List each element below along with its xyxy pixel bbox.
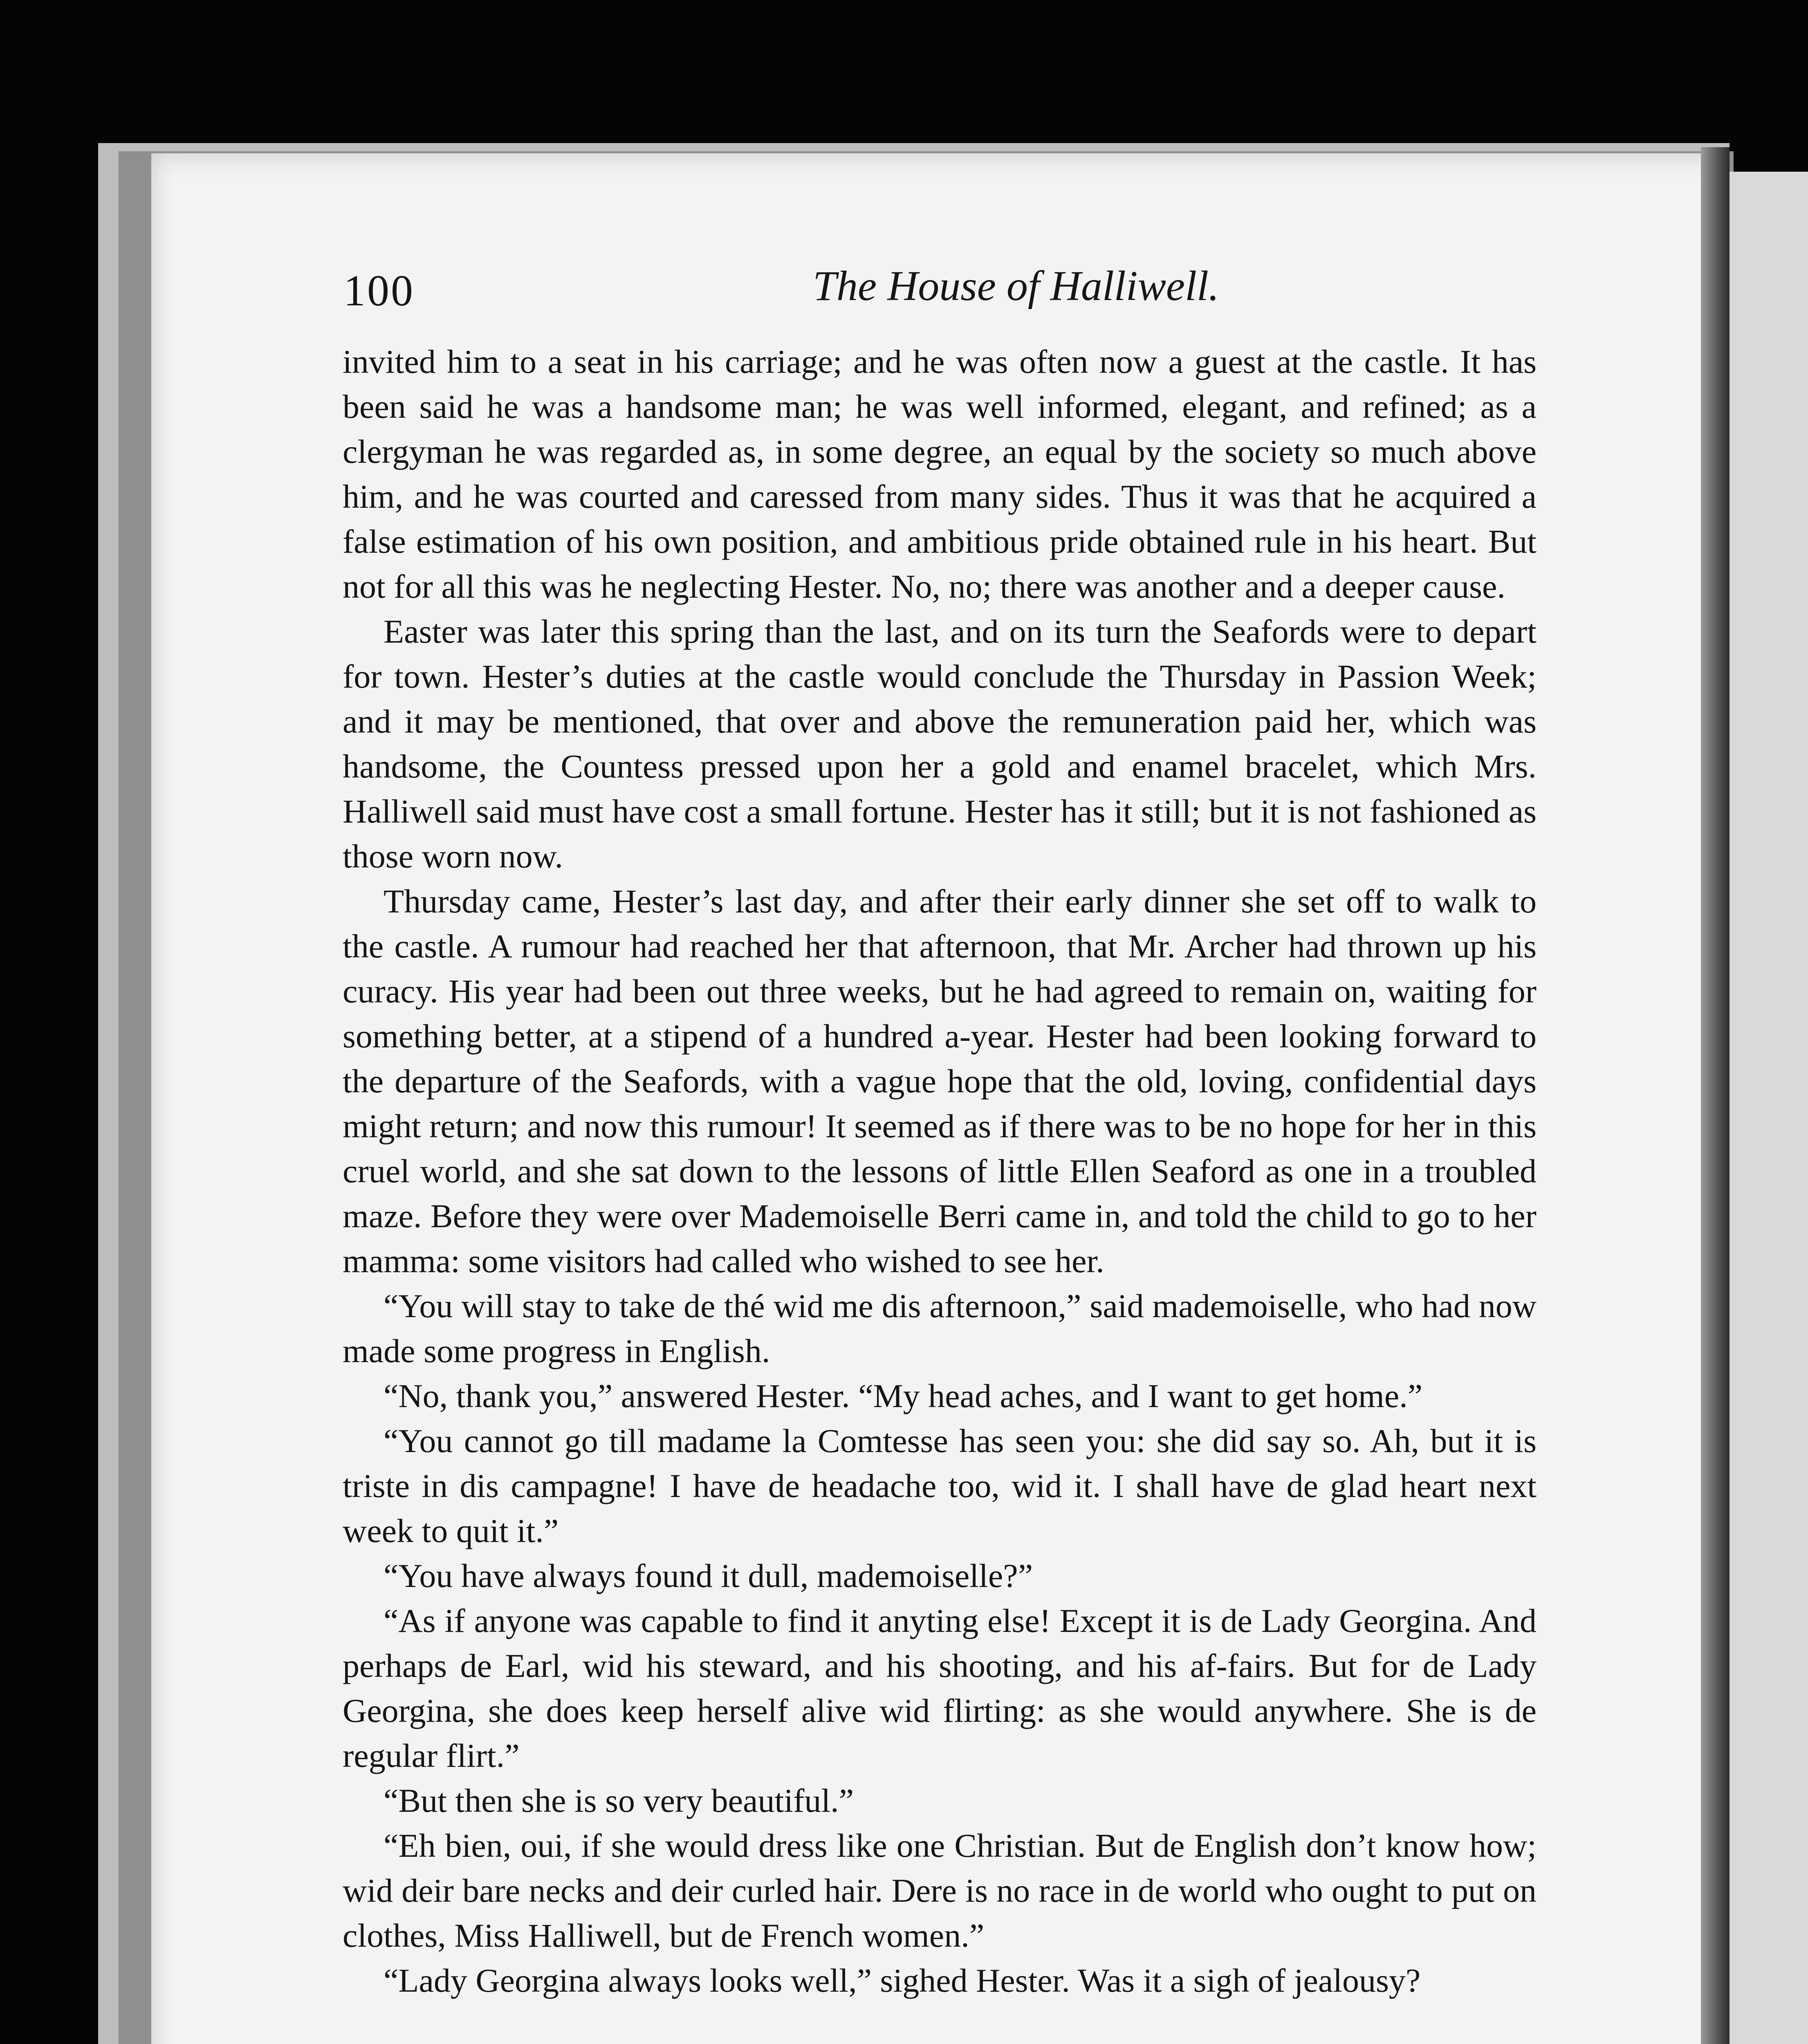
running-title: The House of Halliwell. (813, 262, 1219, 309)
paragraph: “Eh bien, oui, if she would dress like one Christian. But de English don’t know how; wid deir bare necks and deir curled hair. Dere is no race in de world who ought to put on clothes, Miss Halliwell, but de French women.” (343, 1827, 1537, 1954)
paragraph: “As if anyone was capable to find it anyting else! Except it is de Lady Georgina. And perhaps de Earl, wid his steward, and his shooting, and his af-fairs. But for de Lady Georgina, she does keep herself alive wid flirting: as she would anywhere. She is de regular flirt.” (343, 1602, 1537, 1774)
paragraph: “You cannot go till madame la Comtesse has seen you: she did say so. Ah, but it is triste in dis campagne! I have de headache too, wid it. I shall have de glad heart next week to quit it.” (343, 1422, 1537, 1549)
paragraph: invited him to a seat in his carriage; and he was often now a guest at the castle. It has been said he was a handsome man; he was well informed, elegant, and refined; as a clergyman he was regarded as, in some degree, an equal by the society so much above him, and he was courted and caressed from many sides. Thus it was that he acquired a false estimation of his own position, and ambitious pride obtained rule in his heart. But not for all this was he neglecting Hester. No, no; there was another and a deeper cause. (343, 343, 1537, 605)
paragraph: Thursday came, Hester’s last day, and after their early dinner she set off to walk to the castle. A rumour had reached her that afternoon, that Mr. Archer had thrown up his curacy. His year had been out three weeks, but he had agreed to remain on, waiting for something better, at a stipend of a hundred a-year. Hester had been looking forward to the departure of the Seafords, with a vague hope that the old, loving, confidential days might return; and now this rumour! It seemed as if there was to be no hope for her in this cruel world, and she sat down to the lessons of little Ellen Seaford as one in a troubled maze. Before they were over Mademoiselle Berri came in, and told the child to go to her mamma: some visitors had called who wished to see her. (343, 883, 1537, 1280)
paragraph: “You will stay to take de thé wid me dis afternoon,” said mademoiselle, who had now made some progress in English. (343, 1287, 1537, 1369)
paragraph: “But then she is so very beautiful.” (384, 1782, 854, 1819)
facing-page (1729, 172, 1808, 2044)
body-text (343, 339, 1537, 2003)
book-gutter (1701, 147, 1729, 2044)
paragraph: Easter was later this spring than the last, and on its turn the Seafords were to depart for town. Hester’s duties at the castle would conclude the Thursday in Passion Week; and it may be mentioned, that over and above the remuneration paid her, which was handsome, the Countess pressed upon her a gold and enamel bracelet, which Mrs. Halliwell said must have cost a small fortune. Hester has it still; but it is not fashioned as those worn now. (343, 613, 1537, 875)
paragraph: “You have always found it dull, mademoiselle?” (384, 1557, 1033, 1594)
page-header (343, 262, 1554, 319)
paragraph: “No, thank you,” answered Hester. “My head aches, and I want to get home.” (384, 1377, 1423, 1414)
page-number: 100 (343, 267, 415, 315)
paragraph: “Lady Georgina always looks well,” sighed Hester. Was it a sigh of jealousy? (384, 1962, 1421, 1999)
